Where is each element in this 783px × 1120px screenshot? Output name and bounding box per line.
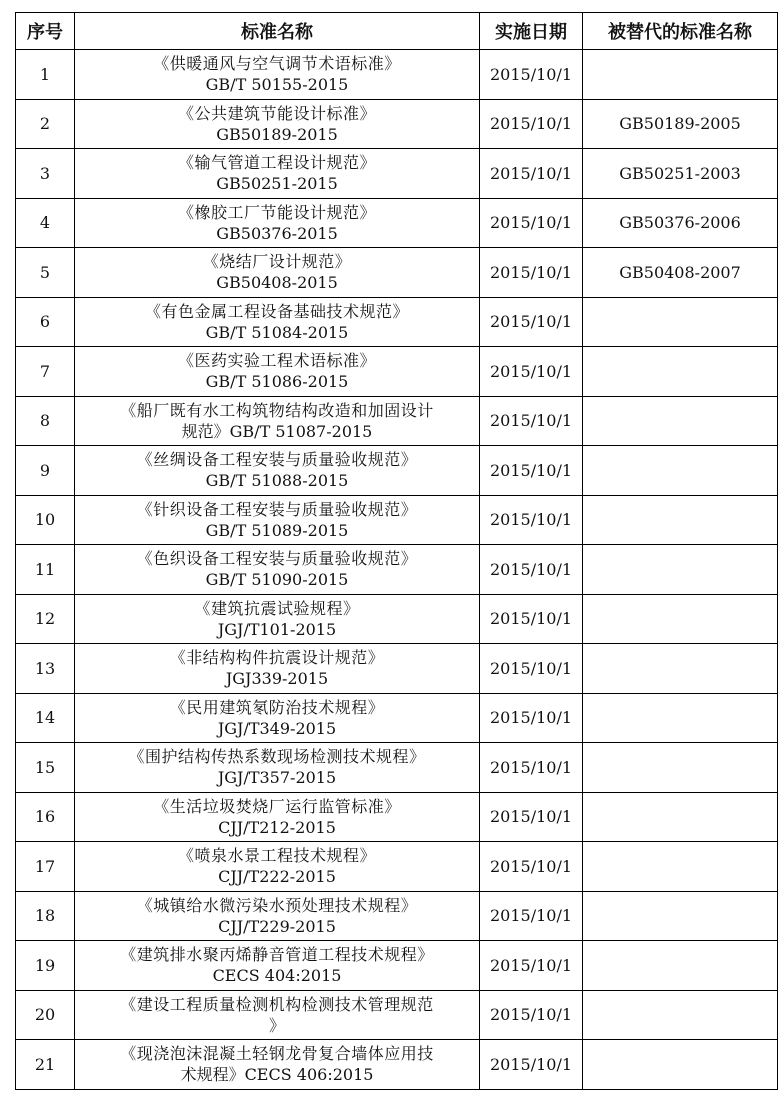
replaced-standard xyxy=(583,297,778,347)
standard-name-cell xyxy=(75,297,480,347)
row-index: 11 xyxy=(16,545,75,595)
row-index: 6 xyxy=(16,297,75,347)
replaced-standard xyxy=(583,842,778,892)
standard-title: 《围护结构传热系数现场检测技术规程》 xyxy=(128,747,426,767)
standard-code: GB50189-2015 xyxy=(216,124,338,144)
header-row xyxy=(16,13,778,50)
implementation-date: 2015/10/1 xyxy=(480,792,583,842)
standard-code: GB/T 51090-2015 xyxy=(205,570,349,590)
replaced-standard xyxy=(583,792,778,842)
row-index: 1 xyxy=(16,50,75,100)
implementation-date: 2015/10/1 xyxy=(480,743,583,793)
implementation-date: 2015/10/1 xyxy=(480,1040,583,1090)
standard-name-cell xyxy=(75,792,480,842)
implementation-date: 2015/10/1 xyxy=(480,594,583,644)
standard-code: CJJ/T222-2015 xyxy=(218,867,336,887)
row-index: 7 xyxy=(16,347,75,397)
standard-title: 《现浇泡沫混凝土轻钢龙骨复合墙体应用技 xyxy=(120,1044,434,1064)
implementation-date: 2015/10/1 xyxy=(480,198,583,248)
row-index: 15 xyxy=(16,743,75,793)
header-replaced: 被替代的标准名称 xyxy=(583,13,778,50)
standard-code: JGJ/T349-2015 xyxy=(217,718,337,738)
implementation-date: 2015/10/1 xyxy=(480,941,583,991)
standard-name-cell xyxy=(75,743,480,793)
table-row xyxy=(16,644,778,694)
standard-title: 《公共建筑节能设计标准》 xyxy=(177,103,376,123)
standard-name-cell xyxy=(75,941,480,991)
header-name: 标准名称 xyxy=(75,13,480,50)
implementation-date: 2015/10/1 xyxy=(480,644,583,694)
standard-code: 》 xyxy=(268,1015,285,1035)
standard-name-cell xyxy=(75,495,480,545)
table-row xyxy=(16,842,778,892)
standard-name-cell xyxy=(75,594,480,644)
table-row xyxy=(16,545,778,595)
standard-title: 《船厂既有水工构筑物结构改造和加固设计 xyxy=(120,400,434,420)
standard-title: 《橡胶工厂节能设计规范》 xyxy=(177,202,376,222)
standard-name-cell xyxy=(75,644,480,694)
standard-title: 《针织设备工程安装与质量验收规范》 xyxy=(136,499,418,519)
standard-name-cell xyxy=(75,50,480,100)
standard-title: 《建筑排水聚丙烯静音管道工程技术规程》 xyxy=(120,945,434,965)
row-index: 5 xyxy=(16,248,75,298)
row-index: 21 xyxy=(16,1040,75,1090)
standard-title: 《输气管道工程设计规范》 xyxy=(177,153,376,173)
implementation-date: 2015/10/1 xyxy=(480,99,583,149)
row-index: 4 xyxy=(16,198,75,248)
standard-title: 《喷泉水景工程技术规程》 xyxy=(177,846,376,866)
standard-title: 《建设工程质量检测机构检测技术管理规范 xyxy=(120,994,434,1014)
standard-code: 术规程》CECS 406:2015 xyxy=(180,1065,374,1085)
replaced-standard xyxy=(583,990,778,1040)
row-index: 18 xyxy=(16,891,75,941)
table-row xyxy=(16,50,778,100)
standard-name-cell xyxy=(75,248,480,298)
standard-code: GB/T 51089-2015 xyxy=(205,520,349,540)
standard-code: GB50408-2015 xyxy=(216,273,338,293)
row-index: 13 xyxy=(16,644,75,694)
standard-name-cell xyxy=(75,396,480,446)
replaced-standard xyxy=(583,891,778,941)
table-row xyxy=(16,248,778,298)
header-date: 实施日期 xyxy=(480,13,583,50)
implementation-date: 2015/10/1 xyxy=(480,891,583,941)
table-row xyxy=(16,297,778,347)
standard-title: 《城镇给水微污染水预处理技术规程》 xyxy=(136,895,418,915)
standard-code: CJJ/T212-2015 xyxy=(218,817,336,837)
table-row xyxy=(16,198,778,248)
standard-name-cell xyxy=(75,99,480,149)
standard-code: GB/T 51084-2015 xyxy=(205,322,349,342)
replaced-standard xyxy=(583,594,778,644)
standard-code: 规范》GB/T 51087-2015 xyxy=(181,421,373,441)
standard-code: JGJ339-2015 xyxy=(225,669,329,689)
replaced-standard: GB50189-2005 xyxy=(583,99,778,149)
standard-code: GB50376-2015 xyxy=(216,223,338,243)
replaced-standard xyxy=(583,644,778,694)
implementation-date: 2015/10/1 xyxy=(480,842,583,892)
replaced-standard: GB50251-2003 xyxy=(583,149,778,199)
replaced-standard xyxy=(583,545,778,595)
standard-name-cell xyxy=(75,891,480,941)
row-index: 16 xyxy=(16,792,75,842)
table-row xyxy=(16,990,778,1040)
implementation-date: 2015/10/1 xyxy=(480,297,583,347)
standard-title: 《烧结厂设计规范》 xyxy=(202,252,352,272)
standard-code: GB/T 51086-2015 xyxy=(205,372,349,392)
table-row xyxy=(16,594,778,644)
replaced-standard: GB50376-2006 xyxy=(583,198,778,248)
implementation-date: 2015/10/1 xyxy=(480,50,583,100)
replaced-standard xyxy=(583,396,778,446)
replaced-standard xyxy=(583,446,778,496)
table-row xyxy=(16,891,778,941)
standard-name-cell xyxy=(75,990,480,1040)
table-row xyxy=(16,347,778,397)
table-row xyxy=(16,1040,778,1090)
row-index: 9 xyxy=(16,446,75,496)
table-row xyxy=(16,446,778,496)
replaced-standard xyxy=(583,693,778,743)
implementation-date: 2015/10/1 xyxy=(480,693,583,743)
row-index: 14 xyxy=(16,693,75,743)
implementation-date: 2015/10/1 xyxy=(480,990,583,1040)
standard-title: 《生活垃圾焚烧厂运行监管标准》 xyxy=(153,796,401,816)
replaced-standard xyxy=(583,1040,778,1090)
standard-name-cell xyxy=(75,842,480,892)
implementation-date: 2015/10/1 xyxy=(480,248,583,298)
standard-title: 《民用建筑氡防治技术规程》 xyxy=(169,697,385,717)
standard-name-cell xyxy=(75,1040,480,1090)
standard-code: GB50251-2015 xyxy=(216,174,338,194)
row-index: 17 xyxy=(16,842,75,892)
implementation-date: 2015/10/1 xyxy=(480,347,583,397)
table-row xyxy=(16,99,778,149)
standard-name-cell xyxy=(75,149,480,199)
standard-title: 《医药实验工程术语标准》 xyxy=(177,351,376,371)
row-index: 2 xyxy=(16,99,75,149)
implementation-date: 2015/10/1 xyxy=(480,446,583,496)
table-row xyxy=(16,792,778,842)
standard-title: 《有色金属工程设备基础技术规范》 xyxy=(144,301,409,321)
implementation-date: 2015/10/1 xyxy=(480,545,583,595)
standard-name-cell xyxy=(75,693,480,743)
standard-name-cell xyxy=(75,198,480,248)
table-row xyxy=(16,396,778,446)
replaced-standard xyxy=(583,347,778,397)
standard-title: 《丝绸设备工程安装与质量验收规范》 xyxy=(136,450,418,470)
row-index: 3 xyxy=(16,149,75,199)
standard-name-cell xyxy=(75,347,480,397)
row-index: 19 xyxy=(16,941,75,991)
replaced-standard: GB50408-2007 xyxy=(583,248,778,298)
row-index: 8 xyxy=(16,396,75,446)
table-row xyxy=(16,743,778,793)
standard-code: CJJ/T229-2015 xyxy=(218,916,336,936)
standard-title: 《供暖通风与空气调节术语标准》 xyxy=(153,54,401,74)
standard-code: JGJ/T101-2015 xyxy=(217,619,337,639)
standard-code: GB/T 51088-2015 xyxy=(205,471,349,491)
standard-code: GB/T 50155-2015 xyxy=(205,75,349,95)
replaced-standard xyxy=(583,495,778,545)
table-row xyxy=(16,941,778,991)
standard-title: 《非结构构件抗震设计规范》 xyxy=(169,648,385,668)
standard-title: 《建筑抗震试验规程》 xyxy=(194,598,360,618)
replaced-standard xyxy=(583,941,778,991)
standard-name-cell xyxy=(75,446,480,496)
table-row xyxy=(16,495,778,545)
replaced-standard xyxy=(583,50,778,100)
row-index: 12 xyxy=(16,594,75,644)
standard-name-cell xyxy=(75,545,480,595)
implementation-date: 2015/10/1 xyxy=(480,495,583,545)
row-index: 20 xyxy=(16,990,75,1040)
table-row xyxy=(16,693,778,743)
standard-title: 《色织设备工程安装与质量验收规范》 xyxy=(136,549,418,569)
standard-code: CECS 404:2015 xyxy=(212,966,342,986)
replaced-standard xyxy=(583,743,778,793)
standard-code: JGJ/T357-2015 xyxy=(217,768,337,788)
implementation-date: 2015/10/1 xyxy=(480,396,583,446)
table-row xyxy=(16,149,778,199)
header-index: 序号 xyxy=(16,13,75,50)
row-index: 10 xyxy=(16,495,75,545)
standards-table xyxy=(15,12,778,1090)
implementation-date: 2015/10/1 xyxy=(480,149,583,199)
